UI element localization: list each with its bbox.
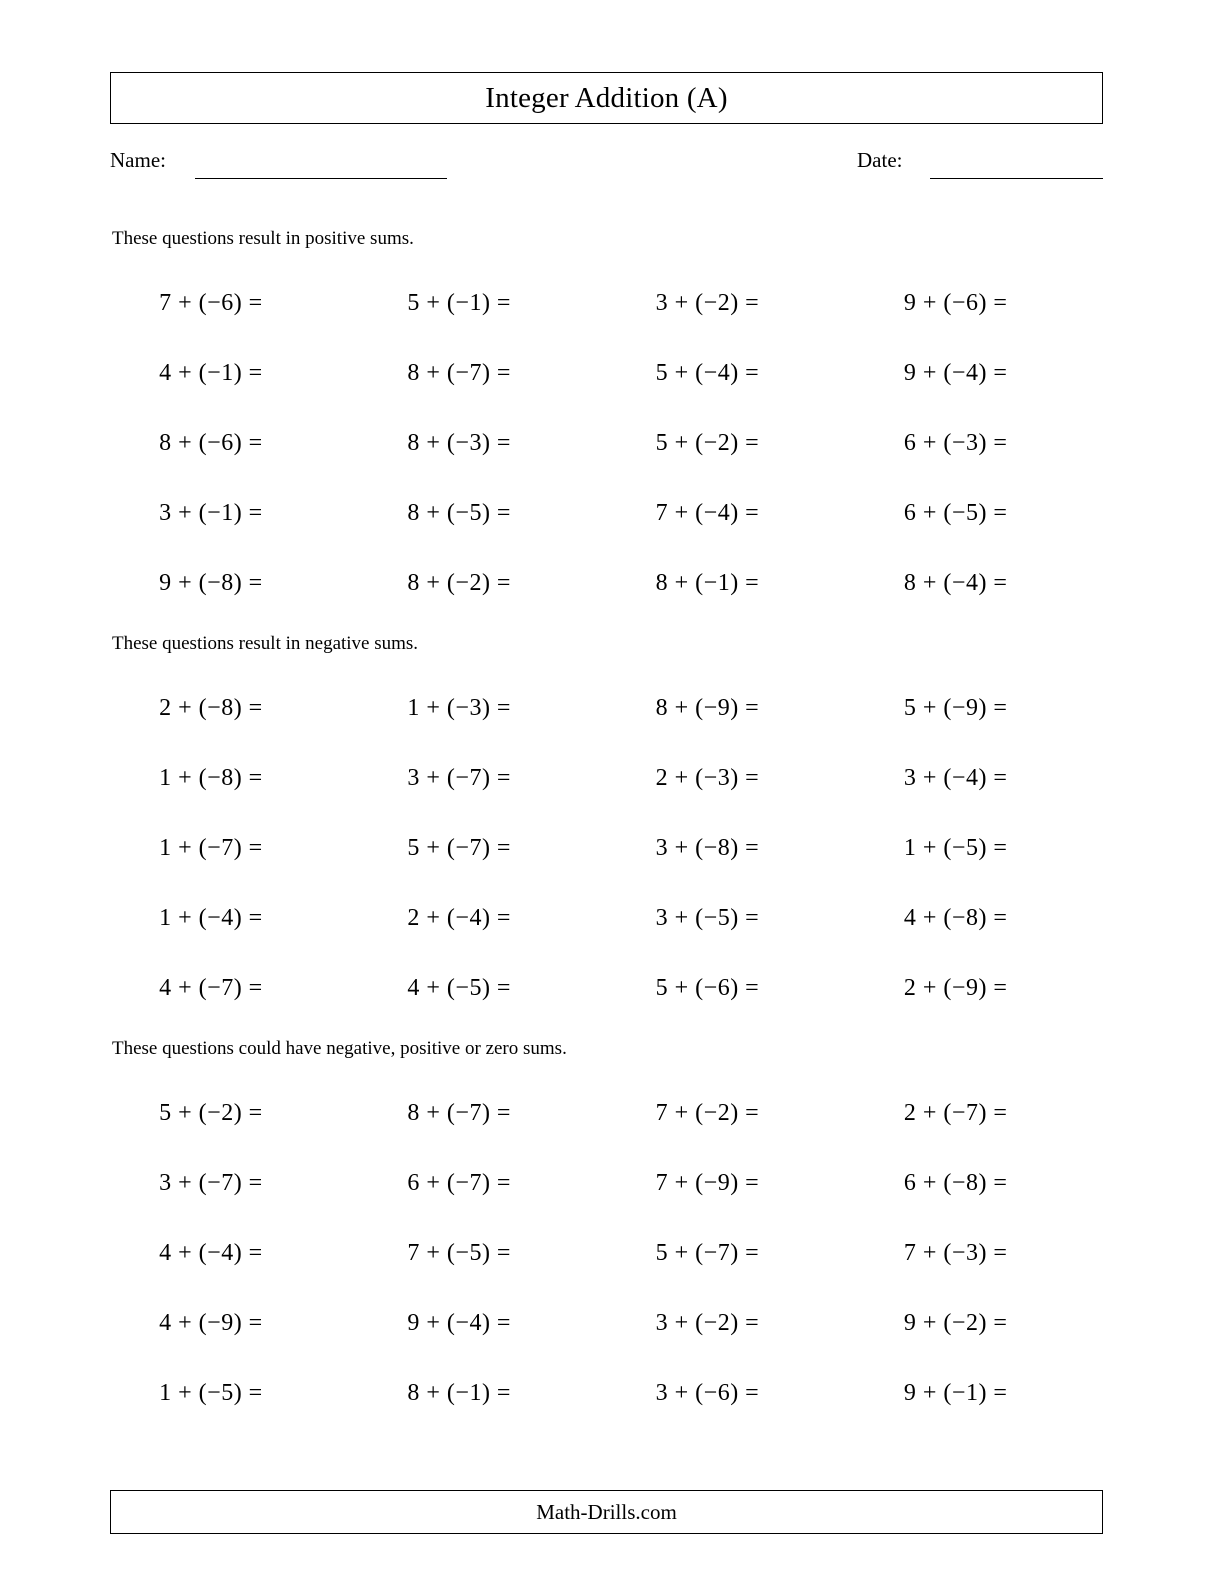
question-item[interactable] — [110, 1358, 358, 1428]
question-item[interactable] — [607, 1148, 855, 1218]
question-item[interactable] — [855, 548, 1103, 618]
question-item[interactable] — [358, 1148, 606, 1218]
question-text: 8 + (−7) = — [407, 359, 511, 386]
question-item[interactable] — [607, 1288, 855, 1358]
question-item[interactable] — [607, 673, 855, 743]
question-item[interactable] — [110, 1148, 358, 1218]
question-text: 2 + (−7) = — [903, 1099, 1008, 1126]
question-item[interactable] — [358, 883, 606, 953]
question-text: 1 + (−5) = — [903, 834, 1008, 861]
question-item[interactable] — [855, 268, 1103, 338]
question-item[interactable] — [358, 743, 606, 813]
question-text: 5 + (−7) = — [407, 834, 511, 861]
question-item[interactable] — [855, 673, 1103, 743]
question-text: 8 + (−2) = — [407, 569, 511, 596]
question-text: 6 + (−7) = — [407, 1169, 511, 1196]
question-text: 4 + (−9) = — [159, 1309, 263, 1336]
question-item[interactable] — [110, 673, 358, 743]
question-item[interactable] — [607, 743, 855, 813]
question-text: 8 + (−3) = — [407, 429, 511, 456]
question-text: 3 + (−7) = — [407, 764, 511, 791]
question-item[interactable] — [110, 548, 358, 618]
question-grid — [110, 268, 1103, 618]
section-heading: These questions result in positive sums. — [112, 228, 414, 249]
question-text: 8 + (−1) = — [407, 1379, 511, 1406]
question-grid — [110, 1078, 1103, 1428]
section-heading: These questions could have negative, positive or zero sums. — [112, 1038, 567, 1059]
question-item[interactable] — [607, 1078, 855, 1148]
question-item[interactable] — [110, 883, 358, 953]
question-item[interactable] — [855, 883, 1103, 953]
question-text: 7 + (−6) = — [159, 289, 263, 316]
question-text: 4 + (−4) = — [159, 1239, 263, 1266]
question-item[interactable] — [358, 408, 606, 478]
question-item[interactable] — [358, 953, 606, 1023]
question-item[interactable] — [358, 1218, 606, 1288]
question-item[interactable] — [110, 813, 358, 883]
question-text: 3 + (−2) = — [655, 1309, 760, 1336]
question-item[interactable] — [855, 1078, 1103, 1148]
question-item[interactable] — [110, 1078, 358, 1148]
question-item[interactable] — [855, 1358, 1103, 1428]
section-heading: These questions result in negative sums. — [112, 633, 419, 654]
question-item[interactable] — [607, 813, 855, 883]
question-text: 9 + (−6) = — [903, 289, 1008, 316]
question-text: 7 + (−5) = — [407, 1239, 511, 1266]
question-text: 5 + (−9) = — [903, 694, 1008, 721]
name-label: Name: — [110, 148, 166, 172]
question-item[interactable] — [358, 268, 606, 338]
question-text: 9 + (−4) = — [903, 359, 1008, 386]
question-text: 9 + (−1) = — [903, 1379, 1008, 1406]
question-item[interactable] — [358, 813, 606, 883]
question-item[interactable] — [358, 1078, 606, 1148]
question-text: 9 + (−4) = — [407, 1309, 511, 1336]
question-item[interactable] — [855, 813, 1103, 883]
question-text: 3 + (−4) = — [903, 764, 1008, 791]
question-item[interactable] — [855, 338, 1103, 408]
question-text: 4 + (−5) = — [407, 974, 511, 1001]
question-grid — [110, 673, 1103, 1023]
question-item[interactable] — [110, 953, 358, 1023]
question-item[interactable] — [855, 953, 1103, 1023]
question-text: 7 + (−2) = — [655, 1099, 760, 1126]
question-text: 4 + (−1) = — [159, 359, 263, 386]
question-text: 1 + (−7) = — [159, 834, 263, 861]
question-text: 5 + (−2) = — [655, 429, 760, 456]
question-item[interactable] — [855, 1288, 1103, 1358]
question-text: 8 + (−5) = — [407, 499, 511, 526]
question-text: 9 + (−8) = — [159, 569, 263, 596]
question-text: 1 + (−5) = — [159, 1379, 263, 1406]
question-text: 3 + (−7) = — [159, 1169, 263, 1196]
question-text: 2 + (−3) = — [655, 764, 760, 791]
footer-box — [110, 1490, 1103, 1534]
question-text: 3 + (−1) = — [159, 499, 263, 526]
question-text: 2 + (−8) = — [159, 694, 263, 721]
question-item[interactable] — [358, 338, 606, 408]
question-item[interactable] — [607, 268, 855, 338]
question-text: 5 + (−4) = — [655, 359, 760, 386]
question-item[interactable] — [855, 408, 1103, 478]
question-item[interactable] — [855, 1148, 1103, 1218]
question-item[interactable] — [855, 478, 1103, 548]
question-text: 3 + (−2) = — [655, 289, 760, 316]
question-item[interactable] — [358, 548, 606, 618]
question-text: 8 + (−9) = — [655, 694, 760, 721]
question-text: 5 + (−6) = — [655, 974, 760, 1001]
section-negative-sums — [110, 633, 1103, 1023]
question-item[interactable] — [110, 478, 358, 548]
question-item[interactable] — [110, 338, 358, 408]
question-text: 4 + (−8) = — [903, 904, 1008, 931]
question-item[interactable] — [358, 1358, 606, 1428]
question-text: 7 + (−3) = — [903, 1239, 1008, 1266]
question-text: 7 + (−4) = — [655, 499, 760, 526]
question-text: 5 + (−1) = — [407, 289, 511, 316]
question-text: 1 + (−8) = — [159, 764, 263, 791]
question-text: 5 + (−7) = — [655, 1239, 760, 1266]
question-item[interactable] — [607, 478, 855, 548]
question-item[interactable] — [110, 408, 358, 478]
question-text: 4 + (−7) = — [159, 974, 263, 1001]
question-item[interactable] — [110, 1288, 358, 1358]
question-text: 8 + (−4) = — [903, 569, 1008, 596]
section-positive-sums — [110, 228, 1103, 618]
question-text: 1 + (−3) = — [407, 694, 511, 721]
question-text: 2 + (−9) = — [903, 974, 1008, 1001]
question-item[interactable] — [607, 338, 855, 408]
question-item[interactable] — [110, 743, 358, 813]
question-text: 5 + (−2) = — [159, 1099, 263, 1126]
question-text: 2 + (−4) = — [407, 904, 511, 931]
name-input-line[interactable] — [195, 178, 447, 179]
date-label: Date: — [857, 148, 903, 172]
question-item[interactable] — [358, 673, 606, 743]
question-text: 6 + (−5) = — [903, 499, 1008, 526]
question-item[interactable] — [607, 548, 855, 618]
question-item[interactable] — [358, 478, 606, 548]
question-item[interactable] — [110, 268, 358, 338]
question-item[interactable] — [607, 1358, 855, 1428]
question-item[interactable] — [855, 1218, 1103, 1288]
question-text: 1 + (−4) = — [159, 904, 263, 931]
question-text: 3 + (−6) = — [655, 1379, 760, 1406]
date-input-line[interactable] — [930, 178, 1103, 179]
footer-attribution: Math-Drills.com — [536, 1500, 677, 1524]
question-text: 8 + (−1) = — [655, 569, 760, 596]
question-text: 8 + (−7) = — [407, 1099, 511, 1126]
question-text: 6 + (−3) = — [903, 429, 1008, 456]
name-date-row — [110, 148, 1103, 188]
question-text: 8 + (−6) = — [159, 429, 263, 456]
question-item[interactable] — [607, 953, 855, 1023]
question-item[interactable] — [607, 408, 855, 478]
question-text: 3 + (−8) = — [655, 834, 760, 861]
question-text: 9 + (−2) = — [903, 1309, 1008, 1336]
question-text: 3 + (−5) = — [655, 904, 760, 931]
question-text: 7 + (−9) = — [655, 1169, 760, 1196]
question-item[interactable] — [607, 1218, 855, 1288]
page-title: Integer Addition (A) — [485, 82, 728, 114]
section-mixed-sums — [110, 1038, 1103, 1428]
question-item[interactable] — [358, 1288, 606, 1358]
question-item[interactable] — [607, 883, 855, 953]
title-box — [110, 72, 1103, 124]
question-item[interactable] — [855, 743, 1103, 813]
question-item[interactable] — [110, 1218, 358, 1288]
question-text: 6 + (−8) = — [903, 1169, 1008, 1196]
